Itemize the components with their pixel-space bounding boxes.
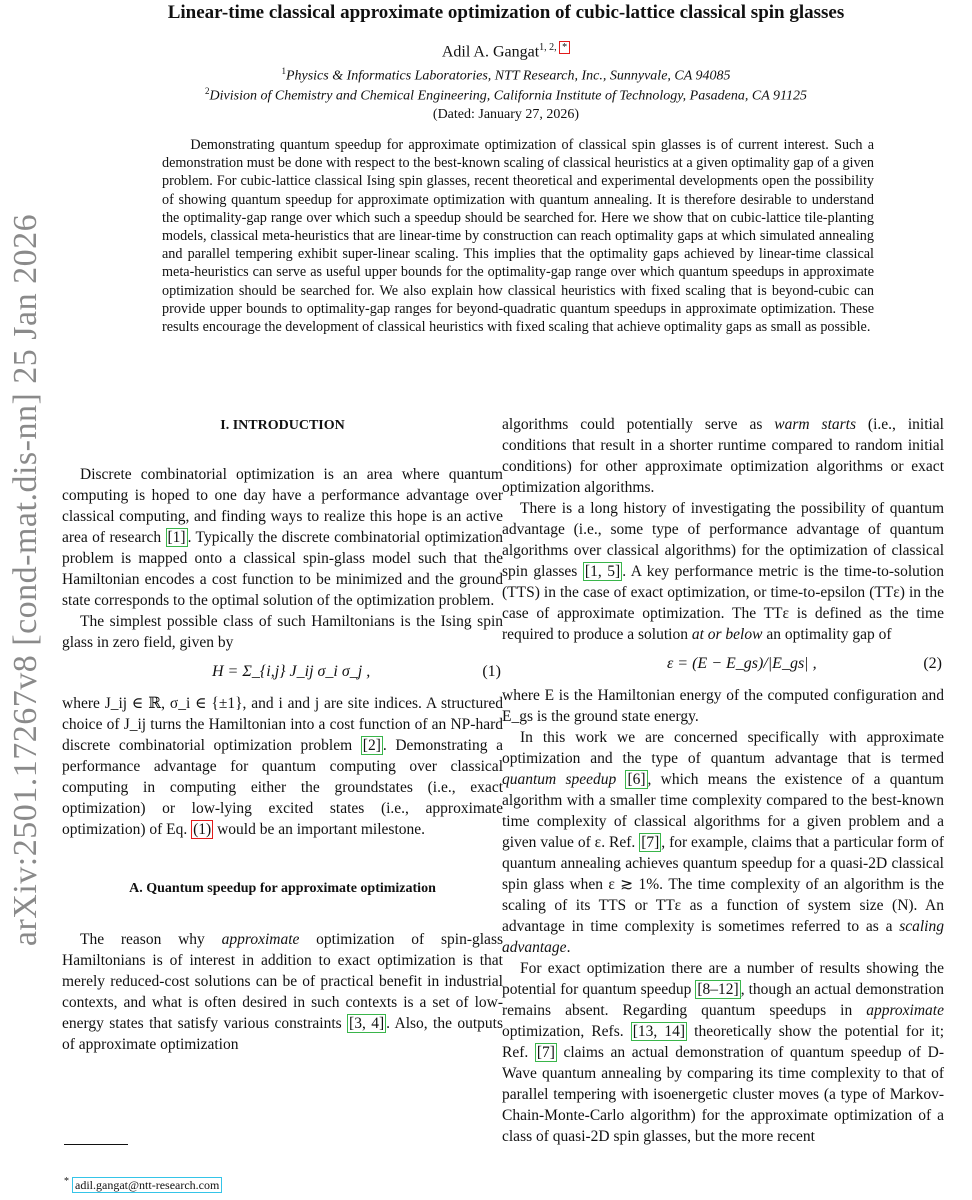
right-paragraph-3: where E is the Hamiltonian energy of the computed configuration and E_gs is the ground state energy. <box>502 687 944 725</box>
arxiv-identifier: arXiv:2501.17267v8 [cond-mat.dis-nn] 25 Jan 2026 <box>7 213 44 947</box>
subsection-paragraph-1: The reason why approximate optimization of spin-glass Hamiltonians is of interest in addition to exact optimization is that merely reduced-cost solutions can be of practical benefit in industrial contexts, and what is often desired in such contexts is a set of low-energy states that satisfy various constraints [3, 4] . Also, the outputs of approximate optimization <box>62 931 504 1053</box>
footnote-mark: * <box>64 1176 69 1187</box>
citation-link[interactable]: [7] <box>641 834 660 851</box>
equation-1 <box>62 653 503 693</box>
arxiv-side-stamp <box>4 213 48 947</box>
affiliation-2 <box>60 86 952 105</box>
intro-paragraph-2: The simplest possible class of such Hamiltonians is the Ising spin glass in zero field, given by <box>62 613 503 651</box>
citation-link[interactable]: [7] <box>536 1044 555 1061</box>
right-paragraph-1: algorithms could potentially serve as warm starts (i.e., initial conditions that result in a shorter runtime compared to random initial conditions) for other approximate optimization algorithms or exact optimization algorithms. <box>502 416 944 496</box>
author-name: Adil A. Gangat <box>441 43 540 61</box>
date-line: (Dated: January 27, 2026) <box>432 107 580 122</box>
affiliation-1-mark: 1 <box>281 66 286 76</box>
section-heading-introduction: I. INTRODUCTION <box>220 418 345 433</box>
footnote-rule <box>64 1144 128 1145</box>
right-paragraph-5: For exact optimization there are a number of results showing the potential for quantum speedup [8–12] , though an actual demonstration remains absent. Regarding quantum speedups in approximate optimization, Refs. [13, 14] theoretically show the potential for it; Ref. [7] claims an actual demonstration of quantum speedup of D-Wave quantum annealing by comparing its time complexity to that of parallel tempering with isoenergetic cluster moves (a type of Markov-Chain-Monte-Carlo algorithm) for the approximate optimization of a class of quasi-2D spin glasses, but the more recent <box>502 960 944 1145</box>
right-column <box>502 414 944 1147</box>
citation-link[interactable]: [1] <box>167 529 186 546</box>
subsection-heading-quantum-speedup: A. Quantum speedup for approximate optimization <box>129 881 436 896</box>
right-paragraph-4: In this work we are concerned specifically with approximate optimization and the type of quantum advantage that is termed quantum speedup [6] , which means the existence of a quantum algorithm with a smaller time complexity compared to the best-known time complexity of classical algorithms for a given problem and a given value of ε. Ref. [7] , for example, claims that a particular form of quantum annealing achieves quantum speedup for a quasi-2D classical spin glass when ε ≳ 1%. The time complexity of an algorithm is the scaling of its TTS or TTε as a function of system size (N). An advantage in time complexity is sometimes referred to as a scaling advantage. <box>502 729 944 956</box>
citation-link[interactable]: [2] <box>362 737 381 754</box>
affiliation-1 <box>60 66 952 85</box>
corresponding-author-link[interactable]: * <box>559 41 570 54</box>
affiliation-1-text: Physics & Informatics Laboratories, NTT Research, Inc., Sunnyvale, CA 94085 <box>285 68 731 84</box>
equation-1-number: (1) <box>482 663 501 680</box>
citation-link[interactable]: [3, 4] <box>349 1015 385 1032</box>
paper-title: Linear-time classical approximate optimization of cubic-lattice classical spin glasses <box>167 2 845 23</box>
intro-paragraph-1: Discrete combinatorial optimization is an area where quantum computing is hoped to one day have a performance advantage over classical computing, and finding ways to realize this hope is an active area of research [1] . Typically the discrete combinatorial optimization problem is mapped onto a classical spin-glass model such that the Hamiltonian encodes a cost function to be minimized and the ground state corresponds to the optimal solution of the optimization problem. <box>62 466 503 609</box>
author-line <box>60 42 952 61</box>
left-column <box>62 412 503 1055</box>
citation-link[interactable]: [1, 5] <box>584 563 621 580</box>
right-paragraph-2: There is a long history of investigating the possibility of quantum advantage (i.e., some type of performance advantage of quantum algorithms over classical algorithms) for the optimization of classical spin glasses [1, 5] . A key performance metric is the time-to-solution (TTS) in the case of exact optimization, or time-to-epsilon (TTε) in the case of approximate optimization. The TTε is defined as the time required to produce a solution at or below an optimality gap of <box>502 500 945 643</box>
abstract: Demonstrating quantum speedup for approximate optimization of classical spin glasses is of current interest. Such a demonstration must be done with respect to the best-known scaling of classical heuristics at a given optimality gap of a given problem. For cubic-lattice classical Ising spin glasses, recent theoretical and experimental developments open the possibility of showing quantum speedup for approximate optimization with quantum annealing. It is therefore desirable to understand the optimality-gap range over which such a speedup should be searched for. Here we show that on cubic-lattice tile-planting models, classical meta-heuristics that are linear-time by construction can reach optimality gaps at which simulated annealing and parallel tempering exhibit super-linear scaling. This implies that the optimality gaps achieved by linear-time classical meta-heuristics can serve as useful upper bounds for the optimality-gap range over which quantum speedups in approximate optimization should be searched for. We also explain how classical heuristics with fixed scaling that is beyond-cubic can provide upper bounds to optimality-gap ranges for beyond-quadratic quantum speedups in approximate optimization. These results encourage the development of classical heuristics with fixed scaling that achieve optimality gaps as small as possible. <box>162 137 874 336</box>
citation-link[interactable]: [6] <box>627 771 646 788</box>
equation-2-number: (2) <box>923 655 942 672</box>
citation-link[interactable]: [13, 14] <box>632 1023 686 1040</box>
equation-reference-link[interactable]: (1) <box>193 821 212 838</box>
intro-paragraph-3: where J_ij ∈ ℝ, σ_i ∈ {±1}, and i and j are site indices. A structured choice of J_ij turns the Hamiltonian into a cost function of an NP-hard discrete combinatorial optimization problem [2] . Demonstrating a performance advantage for quantum computing over classical computing in computing either the groundstates (i.e., exact optimization) or low-lying excited states (i.e., approximate optimization) of Eq. (1) would be an important milestone. <box>62 695 503 838</box>
author-email-link[interactable]: adil.gangat@ntt-research.com <box>72 1177 222 1193</box>
affiliation-2-text: Division of Chemistry and Chemical Engineering, California Institute of Technology, Pasadena, CA 91125 <box>209 88 807 104</box>
footnote <box>64 1176 222 1193</box>
affiliation-marks: 1, 2, <box>539 42 560 53</box>
equation-2-body: ε = (E − E_gs)/|E_gs| , <box>667 655 817 672</box>
equation-1-body: H = Σ_{i,j} J_ij σ_i σ_j , <box>212 663 371 680</box>
affiliation-2-mark: 2 <box>205 86 210 96</box>
citation-link[interactable]: [8–12] <box>697 981 739 998</box>
equation-2 <box>502 645 944 685</box>
